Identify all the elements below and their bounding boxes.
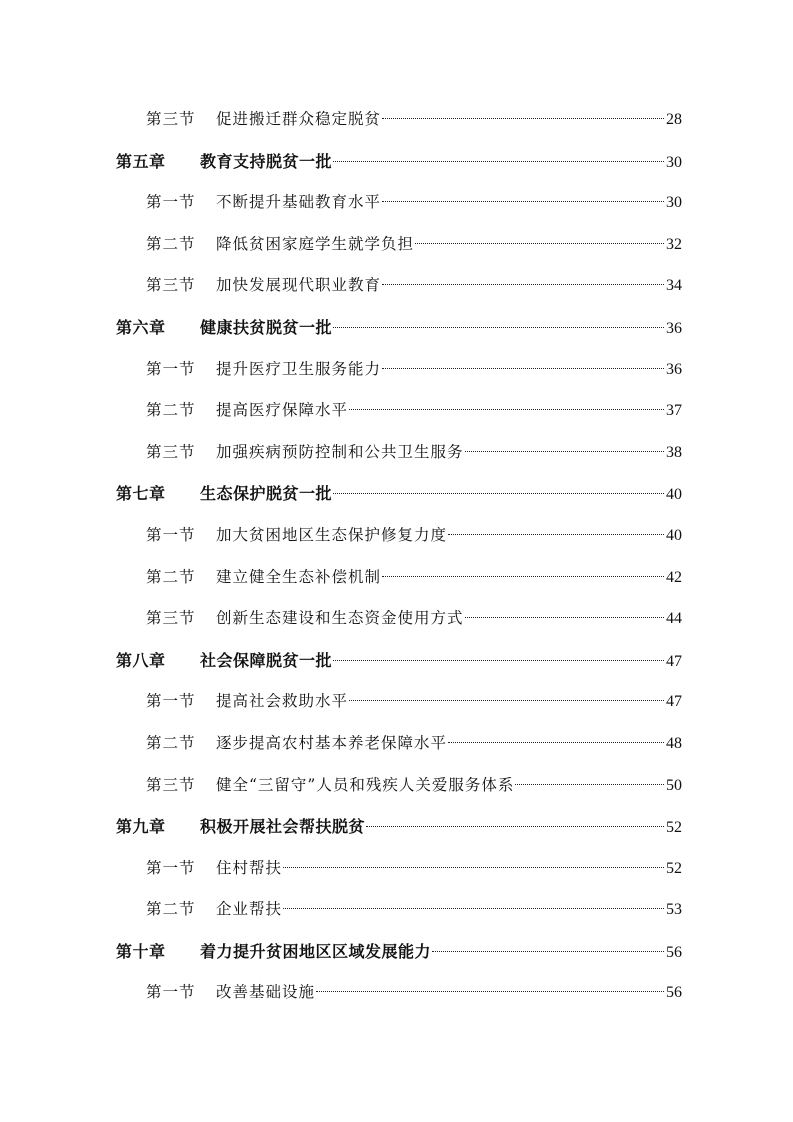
- toc-entry-page: 40: [666, 526, 682, 544]
- toc-entry-number: 第二节: [146, 733, 196, 752]
- toc-entry[interactable]: [116, 765, 682, 807]
- toc-chapter-number: 第七章: [116, 484, 166, 504]
- toc-entry-title: 加快发展现代职业教育: [216, 276, 382, 295]
- toc-entry[interactable]: [116, 390, 682, 432]
- table-of-contents: [116, 99, 682, 1014]
- toc-chapter-entry[interactable]: [116, 141, 682, 183]
- toc-entry[interactable]: [116, 182, 682, 224]
- toc-chapter-entry[interactable]: [116, 473, 682, 515]
- toc-chapter-title: 社会保障脱贫一批: [200, 650, 333, 670]
- toc-entry-page: 34: [666, 277, 682, 295]
- toc-entry-number: 第一节: [146, 692, 196, 711]
- toc-chapter-title: 教育支持脱贫一批: [200, 151, 333, 171]
- toc-entry-page: 30: [666, 194, 682, 212]
- dot-leader: [432, 951, 664, 952]
- toc-entry-title: 提高社会救助水平: [216, 692, 349, 711]
- toc-entry-page: 36: [666, 360, 682, 378]
- toc-chapter-number: 第六章: [116, 317, 166, 337]
- toc-chapter-number: 第八章: [116, 650, 166, 670]
- toc-entry-number: 第一节: [146, 359, 196, 378]
- toc-entry-title: 加强疾病预防控制和公共卫生服务: [216, 442, 464, 461]
- dot-leader: [283, 908, 664, 909]
- toc-entry-page: 53: [666, 901, 682, 919]
- toc-entry-page: 48: [666, 734, 682, 752]
- toc-entry[interactable]: [116, 224, 682, 266]
- toc-entry-title: 创新生态建设和生态资金使用方式: [216, 609, 464, 628]
- toc-entry-page: 56: [666, 984, 682, 1002]
- toc-chapter-title: 积极开展社会帮扶脱贫: [200, 817, 366, 837]
- toc-chapter-number: 第九章: [116, 817, 166, 837]
- toc-entry-title: 企业帮扶: [216, 900, 283, 919]
- dot-leader: [448, 534, 664, 535]
- dot-leader: [415, 243, 664, 244]
- dot-leader: [448, 742, 664, 743]
- toc-entry-title: 加大贫困地区生态保护修复力度: [216, 525, 448, 544]
- toc-entry-title: 建立健全生态补偿机制: [216, 567, 382, 586]
- dot-leader: [349, 409, 664, 410]
- dot-leader: [283, 867, 664, 868]
- dot-leader: [465, 617, 664, 618]
- dot-leader: [382, 284, 664, 285]
- dot-leader: [333, 161, 664, 162]
- dot-leader: [333, 327, 664, 328]
- toc-entry-title: 不断提升基础教育水平: [216, 193, 382, 212]
- toc-entry[interactable]: [116, 723, 682, 765]
- dot-leader: [465, 451, 664, 452]
- toc-entry[interactable]: [116, 99, 682, 141]
- toc-entry-page: 40: [666, 486, 682, 504]
- toc-entry-number: 第二节: [146, 234, 196, 253]
- toc-entry-number: 第二节: [146, 900, 196, 919]
- toc-entry-page: 52: [666, 859, 682, 877]
- toc-entry-number: 第二节: [146, 567, 196, 586]
- toc-entry[interactable]: [116, 972, 682, 1014]
- toc-chapter-entry[interactable]: [116, 640, 682, 682]
- toc-entry[interactable]: [116, 557, 682, 599]
- dot-leader: [333, 660, 664, 661]
- toc-chapter-entry[interactable]: [116, 806, 682, 848]
- toc-entry[interactable]: [116, 265, 682, 307]
- toc-entry[interactable]: [116, 349, 682, 391]
- toc-entry[interactable]: [116, 848, 682, 890]
- toc-entry-page: 50: [666, 776, 682, 794]
- toc-entry-page: 30: [666, 153, 682, 171]
- toc-entry-title: 逐步提高农村基本养老保障水平: [216, 733, 448, 752]
- toc-entry-page: 28: [666, 111, 682, 128]
- toc-entry-page: 38: [666, 443, 682, 461]
- toc-entry-page: 47: [666, 652, 682, 670]
- toc-entry-page: 44: [666, 610, 682, 628]
- toc-entry-title: 降低贫困家庭学生就学负担: [216, 234, 415, 253]
- toc-entry-number: 第三节: [146, 775, 196, 794]
- dot-leader: [382, 201, 664, 202]
- toc-entry-number: 第三节: [146, 609, 196, 628]
- toc-entry-page: 32: [666, 235, 682, 253]
- dot-leader: [366, 826, 664, 827]
- toc-entry-number: 第三节: [146, 276, 196, 295]
- toc-entry-title: 促进搬迁群众稳定脱贫: [216, 110, 382, 128]
- toc-chapter-title: 健康扶贫脱贫一批: [200, 317, 333, 337]
- toc-entry-title: 健全“三留守”人员和残疾人关爱服务体系: [216, 775, 515, 794]
- toc-entry[interactable]: [116, 889, 682, 931]
- toc-chapter-title: 生态保护脱贫一批: [200, 484, 333, 504]
- toc-entry-page: 42: [666, 568, 682, 586]
- toc-entry[interactable]: [116, 432, 682, 474]
- dot-leader: [382, 576, 664, 577]
- toc-chapter-number: 第十章: [116, 941, 166, 961]
- toc-entry-page: 37: [666, 402, 682, 420]
- toc-entry-page: 47: [666, 693, 682, 711]
- toc-entry-number: 第一节: [146, 983, 196, 1002]
- toc-entry-page: 52: [666, 819, 682, 837]
- toc-chapter-title: 着力提升贫困地区区域发展能力: [200, 941, 432, 961]
- toc-entry-title: 住村帮扶: [216, 858, 283, 877]
- toc-entry-title: 改善基础设施: [216, 983, 316, 1002]
- toc-entry-title: 提升医疗卫生服务能力: [216, 359, 382, 378]
- dot-leader: [333, 493, 664, 494]
- toc-entry-number: 第三节: [146, 442, 196, 461]
- toc-entry-number: 第一节: [146, 525, 196, 544]
- toc-entry[interactable]: [116, 598, 682, 640]
- toc-entry-page: 56: [666, 943, 682, 961]
- toc-entry-number: 第三节: [146, 110, 196, 128]
- toc-chapter-entry[interactable]: [116, 307, 682, 349]
- toc-entry[interactable]: [116, 681, 682, 723]
- toc-entry-page: 36: [666, 319, 682, 337]
- dot-leader: [316, 991, 664, 992]
- toc-chapter-entry[interactable]: [116, 931, 682, 973]
- toc-entry-title: 提高医疗保障水平: [216, 401, 349, 420]
- toc-entry-number: 第一节: [146, 193, 196, 212]
- toc-chapter-number: 第五章: [116, 151, 166, 171]
- toc-entry-number: 第二节: [146, 401, 196, 420]
- toc-entry[interactable]: [116, 515, 682, 557]
- dot-leader: [382, 118, 664, 119]
- dot-leader: [515, 784, 664, 785]
- dot-leader: [349, 700, 664, 701]
- dot-leader: [382, 368, 664, 369]
- toc-entry-number: 第一节: [146, 858, 196, 877]
